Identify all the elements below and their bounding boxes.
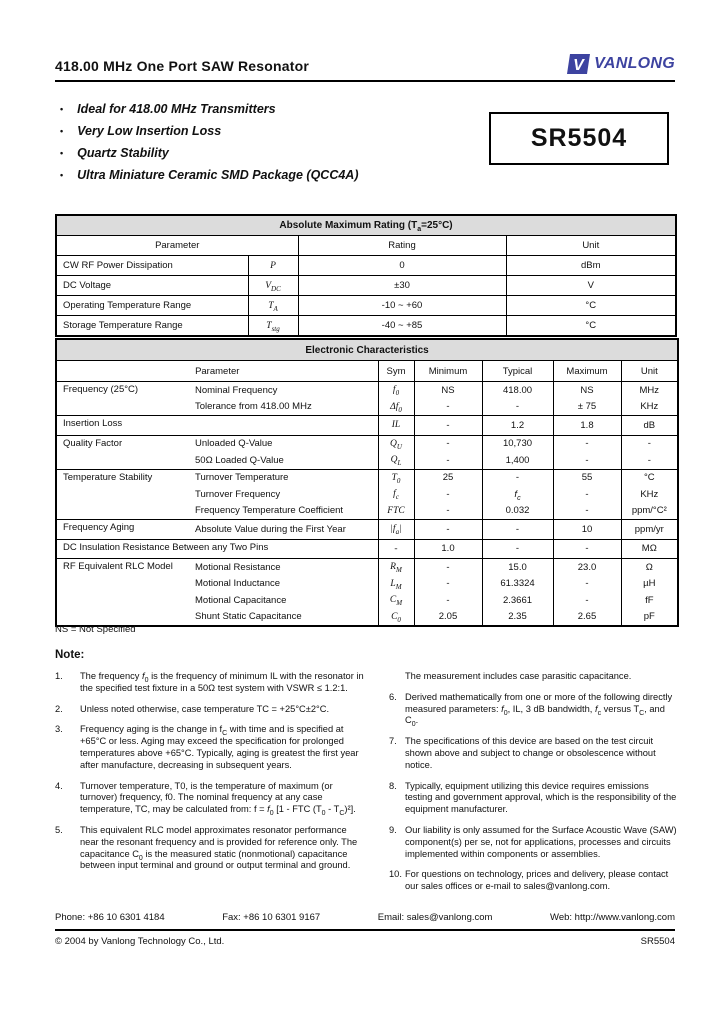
symbol-cell: $C_M$: [378, 592, 414, 609]
typical-cell: 15.0: [482, 559, 553, 576]
feature-item: [60, 168, 359, 183]
note-item: [55, 671, 367, 695]
ec-table-title: Electronic Characteristics: [56, 339, 678, 361]
parameter-name-cell: DC Voltage: [56, 276, 248, 296]
symbol-cell: $Q_L$: [378, 452, 414, 469]
note-item: [55, 825, 367, 872]
note-number: 1.: [55, 671, 63, 681]
feature-text: Ideal for 418.00 MHz Transmitters: [77, 102, 276, 116]
sub-parameter-cell: Motional Inductance: [195, 578, 281, 590]
parameter-name-cell: Operating Temperature Range: [56, 296, 248, 316]
footer-contact-row: [55, 912, 675, 923]
minimum-cell: -: [414, 486, 482, 503]
group-label-cell: Temperature Stability: [63, 471, 153, 483]
column-header-rating: Rating: [298, 236, 506, 256]
ec-row: [56, 520, 678, 540]
abs-max-row: [56, 296, 676, 316]
bullet-icon: •: [60, 148, 64, 158]
maximum-cell: -: [553, 539, 621, 559]
unit-cell: dB: [621, 416, 678, 436]
note-number: 3.: [55, 724, 63, 735]
minimum-cell: 1.0: [414, 539, 482, 559]
maximum-cell: -: [553, 576, 621, 593]
unit-cell: MHz: [621, 382, 678, 399]
minimum-cell: -: [414, 416, 482, 436]
feature-item: [60, 102, 359, 117]
note-text: Turnover temperature, T0, is the temperature of maximum (or turnover) frequency, f0. The nominal frequency at any case temperature, TC, may be calculated from: $f = f_0$ [1 - FTC $(T_0 - T_C)^2$].: [80, 780, 356, 818]
minimum-cell: -: [414, 559, 482, 576]
sub-parameter-cell: Motional Capacitance: [195, 594, 287, 606]
ec-row: [56, 559, 678, 576]
footer-fax: Fax: +86 10 6301 9167: [222, 912, 321, 923]
note-item: [55, 704, 367, 716]
maximum-cell: NS: [553, 382, 621, 399]
rating-cell: -40 ~ +85: [298, 316, 506, 337]
typical-cell: -: [482, 469, 553, 486]
ec-row: [56, 416, 678, 436]
sub-parameter-cell: Turnover Frequency: [195, 488, 281, 500]
unit-cell: °C: [621, 469, 678, 486]
note-item: [55, 781, 367, 816]
minimum-cell: -: [414, 520, 482, 540]
note-number: 4.: [55, 780, 63, 791]
sub-parameter-cell: Unloaded Q-Value: [195, 438, 273, 450]
note-text: Typically, equipment utilizing this device requires emissions testing and government approval, which is the responsibility of the equipment manufacturer.: [405, 780, 677, 815]
symbol-cell: $|f_a|$: [378, 520, 414, 540]
group-label-cell: Insertion Loss: [63, 418, 123, 429]
symbol-cell: $T_0$: [378, 469, 414, 486]
page-title: 418.00 MHz One Port SAW Resonator: [55, 58, 309, 74]
minimum-cell: 25: [414, 469, 482, 486]
parameter-name-cell: Storage Temperature Range: [56, 316, 248, 337]
minimum-cell: NS: [414, 382, 482, 399]
unit-cell: -: [621, 435, 678, 452]
maximum-cell: 10: [553, 520, 621, 540]
ec-row: [56, 435, 678, 452]
maximum-cell: 2.65: [553, 609, 621, 627]
note-number: 10.: [389, 869, 402, 880]
unit-cell: fF: [621, 592, 678, 609]
minimum-cell: -: [414, 452, 482, 469]
column-header-minimum: Minimum: [414, 361, 482, 382]
unit-cell: µH: [621, 576, 678, 593]
maximum-cell: -: [553, 503, 621, 520]
maximum-cell: -: [553, 592, 621, 609]
unit-cell: KHz: [621, 486, 678, 503]
note-item: [389, 736, 677, 771]
typical-cell: -: [482, 399, 553, 416]
abs-max-row: [56, 256, 676, 276]
typical-cell: 61.3324: [482, 576, 553, 593]
note-text: Our liability is only assumed for the Surface Acoustic Wave (SAW) component(s) per se, not for applications, processes and circuits implemented within components or assemblies.: [405, 824, 677, 859]
parameter-name-cell: CW RF Power Dissipation: [56, 256, 248, 276]
symbol-cell: P: [248, 256, 298, 276]
unit-cell: V: [506, 276, 676, 296]
abs-max-row: [56, 316, 676, 337]
symbol-cell: $f_c$: [378, 486, 414, 503]
sub-parameter-cell: Shunt Static Capacitance: [195, 611, 302, 623]
abs-max-row: [56, 276, 676, 296]
unit-cell: KHz: [621, 399, 678, 416]
svg-text:V: V: [573, 57, 584, 74]
symbol-cell: $Q_U$: [378, 435, 414, 452]
note-item: [389, 781, 677, 816]
symbol-cell: $\Delta f_0$: [378, 399, 414, 416]
feature-item: [60, 146, 359, 161]
footer-divider: [55, 929, 675, 931]
note-text: Frequency aging is the change in $f_C$ with time and is specified at +65°C or less. Aging may exceed the specification for prolonged temperatures above +65°C. Typically, aging is greatest the first year after manufacture, decreasing in subsequent years.: [80, 724, 359, 770]
typical-cell: 418.00: [482, 382, 553, 399]
typical-cell: -: [482, 520, 553, 540]
column-header-maximum: Maximum: [553, 361, 621, 382]
note-number: 5.: [55, 824, 63, 835]
bullet-icon: •: [60, 170, 64, 180]
feature-text: Very Low Insertion Loss: [77, 124, 222, 138]
notes-column-right: [389, 671, 677, 902]
ec-group: [56, 435, 678, 469]
maximum-cell: 55: [553, 469, 621, 486]
typical-cell: 1.2: [482, 416, 553, 436]
ec-group: [56, 416, 678, 436]
sub-parameter-cell: Absolute Value during the First Year: [195, 523, 346, 535]
sub-parameter-cell: Tolerance from 418.00 MHz: [195, 401, 312, 413]
sub-parameter-cell: Nominal Frequency: [195, 384, 278, 396]
unit-cell: MΩ: [621, 539, 678, 559]
symbol-cell: -: [378, 539, 414, 559]
maximum-cell: 1.8: [553, 416, 621, 436]
ec-row: [56, 539, 678, 559]
unit-cell: ppm/yr: [621, 520, 678, 540]
maximum-cell: -: [553, 452, 621, 469]
note-number: 6.: [389, 691, 397, 702]
group-label-cell: Frequency Aging: [63, 522, 135, 533]
bullet-icon: •: [60, 104, 64, 114]
abs-max-table-title: Absolute Maximum Rating $(T_a=25^\circ C)$: [56, 215, 676, 236]
group-label-cell: RF Equivalent RLC Model: [63, 561, 173, 572]
notes-column-left: [55, 671, 367, 902]
unit-cell: dBm: [506, 256, 676, 276]
note-text: Unless noted otherwise, case temperature TC = +25°C±2°C.: [80, 703, 330, 714]
sub-parameter-cell: Motional Resistance: [195, 561, 281, 573]
column-header-typical: Typical: [482, 361, 553, 382]
note-text: The specifications of this device are based on the test circuit shown above and subject to change or obsolescence without notice.: [405, 736, 656, 770]
note-number: 7.: [389, 736, 397, 747]
ec-group: [56, 539, 678, 559]
unit-cell: ppm/°C²: [621, 503, 678, 520]
group-label-cell: Quality Factor: [63, 437, 123, 449]
unit-cell: -: [621, 452, 678, 469]
maximum-cell: -: [553, 435, 621, 452]
typical-cell: 1,400: [482, 452, 553, 469]
footer-web: Web: http://www.vanlong.com: [550, 912, 675, 923]
typical-cell: 2.35: [482, 609, 553, 627]
minimum-cell: -: [414, 576, 482, 593]
typical-cell: 10,730: [482, 435, 553, 452]
minimum-cell: -: [414, 503, 482, 520]
brand-logo: [567, 54, 675, 74]
column-header-parameter: Parameter: [56, 361, 378, 382]
symbol-cell: $T_{stg}$: [248, 316, 298, 337]
note-text: The frequency $f_0$ is the frequency of minimum IL with the resonator in the specified test fixture in a 50Ω test system with VSWR ≤ 1.2:1.: [80, 671, 364, 693]
brand-name: VANLONG: [594, 55, 675, 72]
group-label-cell: DC Insulation Resistance Between any Two Pins: [63, 541, 269, 553]
notes-section: [55, 671, 677, 902]
note-number: 2.: [55, 703, 63, 714]
symbol-cell: $L_M$: [378, 576, 414, 593]
part-number-box: [489, 112, 669, 165]
footer-phone: Phone: +86 10 6301 4184: [55, 912, 165, 923]
doc-id: SR5504: [640, 936, 675, 947]
footer-bottom-row: [55, 936, 675, 947]
ec-row: [56, 382, 678, 399]
typical-cell: -: [482, 539, 553, 559]
rating-cell: 0: [298, 256, 506, 276]
unit-cell: °C: [506, 316, 676, 337]
sub-parameter-cell: Turnover Temperature: [195, 472, 289, 484]
ec-header-row: [56, 361, 678, 382]
symbol-cell: $C_0$: [378, 609, 414, 627]
maximum-cell: -: [553, 486, 621, 503]
sub-parameter-cell: Frequency Temperature Coefficient: [195, 505, 344, 517]
symbol-cell: IL: [378, 416, 414, 436]
unit-cell: °C: [506, 296, 676, 316]
note-item: [389, 692, 677, 727]
maximum-cell: ± 75: [553, 399, 621, 416]
rating-cell: -10 ~ +60: [298, 296, 506, 316]
typical-cell: 2.3661: [482, 592, 553, 609]
typical-cell: 0.032: [482, 503, 553, 520]
ec-group: [56, 520, 678, 540]
symbol-cell: FTC: [378, 503, 414, 520]
minimum-cell: -: [414, 399, 482, 416]
symbol-cell: $T_A$: [248, 296, 298, 316]
minimum-cell: 2.05: [414, 609, 482, 627]
note-number: 9.: [389, 824, 397, 835]
header: [55, 54, 675, 82]
note-continuation: The measurement includes case parasitic capacitance.: [405, 671, 632, 681]
note-text: For questions on technology, prices and delivery, please contact our sales offices or e-mail to sales@vanlong.com.: [405, 869, 669, 892]
absolute-maximum-rating-table: [55, 214, 677, 337]
symbol-cell: $R_M$: [378, 559, 414, 576]
column-header-unit: Unit: [621, 361, 678, 382]
column-header-unit: Unit: [506, 236, 676, 256]
rating-cell: ±30: [298, 276, 506, 296]
vanlong-v-icon: [567, 54, 590, 74]
minimum-cell: -: [414, 592, 482, 609]
symbol-cell: $f_0$: [378, 382, 414, 399]
note-item: [389, 825, 677, 860]
minimum-cell: -: [414, 435, 482, 452]
note-text: Derived mathematically from one or more of the following directly measured parameters: $f_0$, IL, 3 dB bandwidth, $f_c$ versus $T_C$, and $C_0$.: [405, 691, 673, 729]
feature-text: Quartz Stability: [77, 146, 169, 160]
bullet-icon: •: [60, 126, 64, 136]
note-item: [55, 724, 367, 771]
note-text: This equivalent RLC model approximates resonator performance near the resonant frequency and is provided for reference only. The capacitance $C_0$ is the measured static (nonmotional) capacitance between input terminal and ground or output terminal and ground.: [80, 824, 358, 871]
note-item: [389, 869, 677, 893]
unit-cell: Ω: [621, 559, 678, 576]
typical-cell: $f_c$: [482, 486, 553, 503]
feature-text: Ultra Miniature Ceramic SMD Package (QCC4A): [77, 168, 359, 182]
unit-cell: pF: [621, 609, 678, 627]
sub-parameter-cell: 50Ω Loaded Q-Value: [195, 454, 284, 466]
ec-group: [56, 469, 678, 520]
ec-row: [56, 469, 678, 486]
column-header-parameter: Parameter: [56, 236, 298, 256]
electronic-characteristics-table: [55, 338, 679, 627]
abs-max-header-row: [56, 236, 676, 256]
notes-heading: Note:: [55, 649, 85, 661]
part-number: SR5504: [530, 124, 628, 152]
feature-list: [60, 102, 359, 190]
ns-footnote: NS = Not Specified: [55, 624, 136, 635]
ec-group: [56, 382, 678, 416]
maximum-cell: 23.0: [553, 559, 621, 576]
group-label-cell: Frequency (25°C): [63, 384, 139, 395]
column-header-sym: Sym: [378, 361, 414, 382]
note-number: 8.: [389, 780, 397, 791]
ec-group: [56, 559, 678, 627]
copyright-text: © 2004 by Vanlong Technology Co., Ltd.: [55, 936, 225, 947]
footer-email: Email: sales@vanlong.com: [377, 912, 493, 923]
feature-item: [60, 124, 359, 139]
symbol-cell: $V_{DC}$: [248, 276, 298, 296]
